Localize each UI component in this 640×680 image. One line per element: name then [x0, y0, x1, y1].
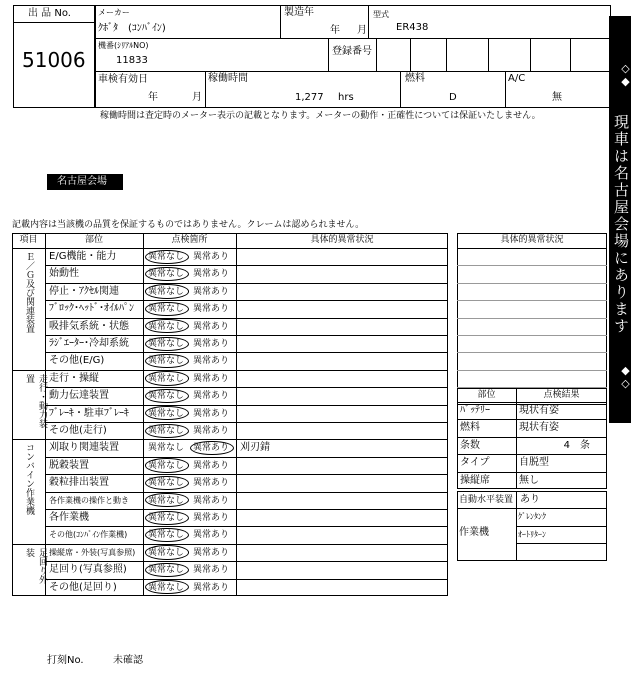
- registration-label: 登録番号: [332, 46, 372, 57]
- row-part-label: ﾌﾞﾛｯｸ･ﾍｯﾄﾞ･ｵｲﾙﾊﾟﾝ: [49, 303, 134, 315]
- option-normal[interactable]: 異常なし: [148, 513, 185, 523]
- fuel-label: 燃料: [405, 73, 425, 84]
- row-part-label: 刈取り関連装置: [49, 442, 119, 454]
- option-normal[interactable]: 異常なし: [148, 565, 185, 576]
- ac-label: A/C: [508, 73, 526, 84]
- option-normal[interactable]: 異常なし: [148, 530, 185, 541]
- hours-value: 1,277: [295, 92, 324, 103]
- option-abnormal[interactable]: 異常あり: [193, 443, 230, 454]
- row-part-label: その他(E/G): [49, 355, 105, 367]
- work-item: ｸﾞﾚﾝﾀﾝｸ: [518, 512, 546, 522]
- inspection-label: 車検有効日: [98, 74, 148, 85]
- work-item: ｵｰﾄﾘﾀｰﾝ: [518, 529, 546, 539]
- table-row: [45, 265, 448, 282]
- auto-level-value: あり: [520, 494, 540, 505]
- row-part-label: 動力伝達装置: [49, 390, 109, 402]
- hours-note: 稼働時間は査定時のメーター表示の記載となります。メーターの動作・正確性については保証いたしません。: [100, 111, 541, 121]
- side-banner-bottom: ◆◇: [619, 364, 632, 390]
- check-result-header: 点検結果: [543, 390, 580, 400]
- row-part-label: 各作業機の操作と動き: [49, 495, 129, 505]
- row-part-label: ﾌﾞﾚｰｷ・駐車ﾌﾞﾚｰｷ: [49, 407, 129, 419]
- maker-label: メーカー: [98, 8, 130, 17]
- option-abnormal[interactable]: 異常あり: [193, 286, 230, 297]
- check-result: 自脱型: [519, 457, 549, 469]
- row-part-label: 始動性: [49, 268, 79, 280]
- month-unit: 月: [357, 25, 367, 36]
- option-abnormal[interactable]: 異常あり: [193, 269, 230, 280]
- check-part: タイプ: [460, 457, 490, 469]
- selected-circle: [145, 545, 189, 559]
- right-detail-header: 具体的異常状況: [500, 235, 564, 245]
- option-abnormal[interactable]: 異常あり: [193, 495, 230, 506]
- side-banner: [609, 16, 631, 423]
- serial-value: 11833: [116, 55, 148, 66]
- option-normal[interactable]: 異常なし: [148, 339, 185, 349]
- year-unit: 年: [330, 25, 340, 36]
- option-normal[interactable]: 異常なし: [148, 356, 185, 367]
- check-result: 4 条: [563, 439, 590, 451]
- row-part-label: 脱穀装置: [49, 459, 89, 471]
- option-abnormal[interactable]: 異常あり: [193, 356, 230, 367]
- check-part: 条数: [460, 439, 480, 451]
- option-abnormal[interactable]: 異常あり: [193, 321, 230, 332]
- row-part-label: 停止・ｱｸｾﾙ関連: [49, 285, 119, 297]
- option-abnormal[interactable]: 異常あり: [193, 252, 230, 262]
- row-part-label: ﾗｼﾞｴｰﾀｰ･冷却系統: [49, 338, 129, 349]
- auto-level-label: 自動水平装置: [459, 495, 514, 505]
- option-abnormal[interactable]: 異常あり: [193, 478, 230, 489]
- row-part-label: その他(ｺﾝﾊﾞｲﾝ作業機): [49, 530, 128, 540]
- selected-circle: [145, 337, 189, 351]
- option-abnormal[interactable]: 異常あり: [193, 426, 230, 436]
- col-item-header: 項目: [19, 235, 38, 245]
- col-part-header: 部位: [84, 235, 103, 245]
- row-part-label: 吸排気系統・状態: [49, 320, 129, 332]
- option-normal[interactable]: 異常なし: [148, 547, 185, 558]
- table-row: [45, 509, 448, 526]
- check-part-header: 部位: [477, 390, 496, 400]
- option-normal[interactable]: 異常なし: [148, 460, 185, 471]
- option-normal[interactable]: 異常なし: [148, 495, 185, 506]
- option-normal[interactable]: 異常なし: [148, 286, 185, 297]
- check-result: 現状有姿: [519, 405, 559, 416]
- check-result: 現状有姿: [519, 422, 559, 434]
- option-abnormal[interactable]: 異常あり: [193, 547, 230, 558]
- row-part-label: 各作業機: [49, 512, 89, 523]
- check-part: 操縦席: [460, 474, 490, 486]
- check-part: 燃料: [460, 422, 480, 434]
- group-label: コンバイン作業機: [24, 443, 34, 516]
- selected-circle: [145, 511, 189, 525]
- option-normal[interactable]: 異常なし: [148, 269, 185, 280]
- group-label: 足回り外装: [24, 547, 47, 584]
- option-normal[interactable]: 異常なし: [148, 373, 185, 384]
- year-label: 製造年: [284, 7, 314, 18]
- row-part-label: その他(足回り): [49, 581, 117, 593]
- lot-number: 51006: [22, 48, 86, 72]
- option-abnormal[interactable]: 異常あり: [193, 339, 230, 349]
- option-normal[interactable]: 異常なし: [148, 582, 185, 593]
- option-abnormal[interactable]: 異常あり: [193, 582, 230, 593]
- row-part-label: その他(走行): [49, 425, 107, 436]
- table-row: [45, 457, 448, 474]
- lot-label: 出 品 No.: [28, 8, 71, 19]
- option-abnormal[interactable]: 異常あり: [193, 391, 230, 402]
- option-normal[interactable]: 異常なし: [148, 408, 185, 419]
- selected-circle: [145, 424, 189, 438]
- table-row: [45, 352, 448, 369]
- option-normal[interactable]: 異常なし: [148, 426, 185, 436]
- option-normal[interactable]: 異常なし: [148, 321, 185, 332]
- side-banner-top: ◇◆: [619, 62, 632, 88]
- option-abnormal[interactable]: 異常あり: [193, 460, 230, 471]
- row-part-label: 穀粒排出装置: [49, 477, 109, 489]
- option-normal[interactable]: 異常なし: [148, 443, 185, 454]
- selected-circle: [145, 458, 189, 472]
- ac-value: 無: [552, 92, 562, 103]
- inspection-month-unit: 月: [192, 92, 202, 103]
- table-row: [45, 370, 448, 387]
- option-abnormal[interactable]: 異常あり: [193, 530, 230, 541]
- check-result: 無し: [519, 474, 539, 486]
- selected-circle: [145, 389, 189, 403]
- selected-circle: [145, 476, 189, 490]
- option-normal[interactable]: 異常なし: [148, 252, 185, 262]
- col-detail-header: 具体的異常状況: [310, 235, 374, 245]
- maker-value: ｸﾎﾞﾀ (ｺﾝﾊﾞｲﾝ): [98, 23, 166, 34]
- stamp-label: 打刻No.: [47, 655, 84, 666]
- disclaimer: 記載内容は当該機の品質を保証するものではありません。クレームは認められません。: [12, 220, 365, 230]
- hours-label: 稼働時間: [208, 73, 248, 84]
- row-part-label: 走行・操縦: [49, 372, 99, 384]
- option-normal[interactable]: 異常なし: [148, 478, 185, 489]
- work-label: 作業機: [459, 527, 489, 539]
- hours-unit: hrs: [338, 92, 354, 103]
- option-abnormal[interactable]: 異常あり: [193, 373, 230, 384]
- stamp-value: 未確認: [113, 655, 143, 666]
- row-detail: 刈刃錆: [240, 442, 270, 454]
- option-abnormal[interactable]: 異常あり: [193, 304, 230, 315]
- model-label: 型式: [373, 10, 389, 19]
- model-value: ER438: [396, 22, 429, 33]
- option-normal[interactable]: 異常なし: [148, 304, 185, 315]
- fuel-value: D: [449, 92, 457, 103]
- selected-circle: [145, 250, 189, 264]
- option-abnormal[interactable]: 異常あり: [193, 408, 230, 419]
- side-banner-text: 現車は名古屋会場にあります: [612, 114, 630, 335]
- option-abnormal[interactable]: 異常あり: [193, 565, 230, 576]
- selected-circle: [145, 371, 189, 385]
- row-part-label: E/G機能・能力: [49, 251, 117, 262]
- row-part-label: 操縦席・外装(写真参照): [49, 547, 136, 557]
- col-check-header: 点検箇所: [171, 235, 208, 245]
- option-abnormal[interactable]: 異常あり: [193, 513, 230, 523]
- serial-label: 機番(ｼﾘｱﾙNO): [98, 41, 149, 50]
- group-label: Ｅ／Ｇ及び関連装置: [24, 252, 34, 333]
- selected-circle: [145, 302, 189, 316]
- venue-label: 名古屋会場: [47, 174, 123, 190]
- option-normal[interactable]: 異常なし: [148, 391, 185, 402]
- check-part: ﾊﾞｯﾃﾘｰ: [460, 405, 490, 416]
- selected-circle: [145, 563, 189, 577]
- group-label: 走行・動力装置: [24, 373, 47, 428]
- inspection-year-unit: 年: [148, 92, 158, 103]
- selected-circle: [145, 284, 189, 298]
- row-part-label: 足回り(写真参照): [49, 564, 127, 576]
